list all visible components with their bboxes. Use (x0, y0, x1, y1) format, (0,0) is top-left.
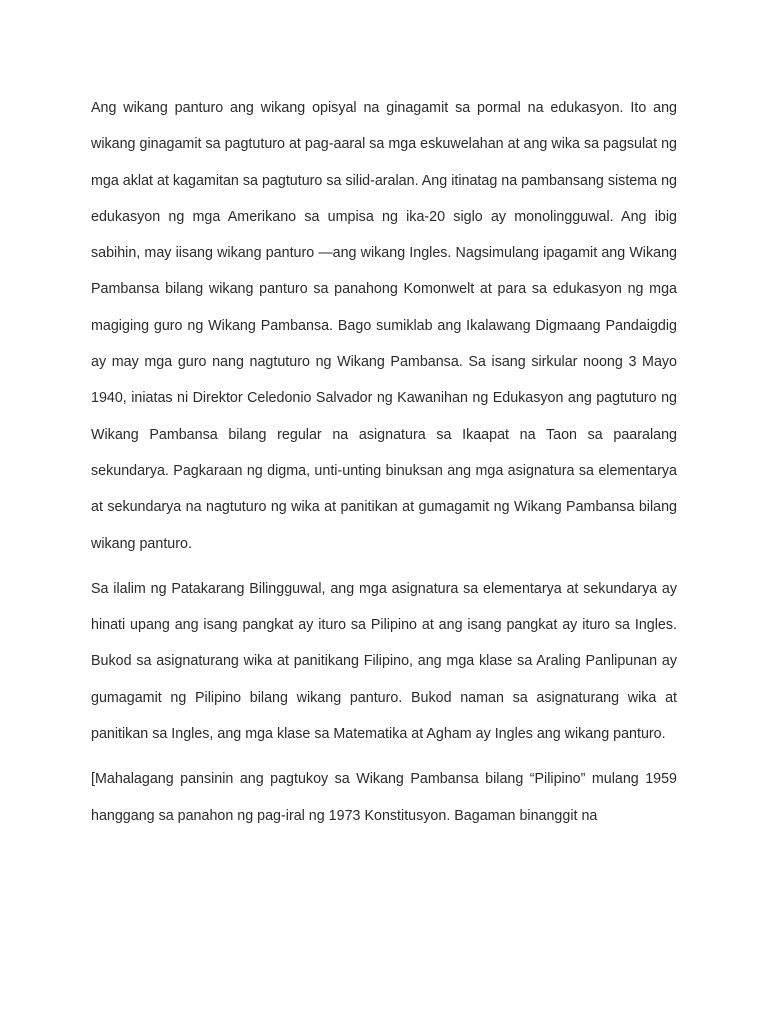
document-body (91, 90, 677, 843)
paragraph-3: [Mahalagang pansinin ang pagtukoy sa Wikang Pambansa bilang “Pilipino” mulang 1959 hanggang sa panahon ng pag-iral ng 1973 Konstitusyon. Bagaman binanggit na (91, 771, 677, 824)
paragraph-1: Ang wikang panturo ang wikang opisyal na ginagamit sa pormal na edukasyon. Ito ang wikang ginagamit sa pagtuturo at pag-aaral sa mga eskuwelahan at ang wika sa pagsulat ng mga aklat at kagamitan sa pagtuturo sa silid-aralan. Ang itinatag na pambansang sistema ng edukasyon ng mga Amerikano sa umpisa ng ika-20 siglo ay monolingguwal. Ang ibig sabihin, may iisang wikang panturo —ang wikang Ingles. Nagsimulang ipagamit ang Wikang Pambansa bilang wikang panturo sa panahong Komonwelt at para sa edukasyon ng mga magiging guro ng Wikang Pambansa. Bago sumiklab ang Ikalawang Digmaang Pandaigdig ay may mga guro nang nagtuturo ng Wikang Pambansa. Sa isang sirkular noong 3 Mayo 1940, iniatas ni Direktor Celedonio Salvador ng Kawanihan ng Edukasyon ang pagtuturo ng Wikang Pambansa bilang regular na asignatura sa Ikaapat na Taon sa paaralang sekundarya. Pagkaraan ng digma, unti-unting binuksan ang mga asignatura sa elementarya at sekundarya na nagtuturo ng wika at panitikan at gumagamit ng Wikang Pambansa bilang wikang panturo. (91, 100, 677, 552)
paragraph-2: Sa ilalim ng Patakarang Bilingguwal, ang mga asignatura sa elementarya at sekundarya ay hinati upang ang isang pangkat ay ituro sa Pilipino at ang isang pangkat ay ituro sa Ingles. Bukod sa asignaturang wika at panitikang Filipino, ang mga klase sa Araling Panlipunan ay gumagamit ng Pilipino bilang wikang panturo. Bukod naman sa asignaturang wika at panitikan sa Ingles, ang mga klase sa Matematika at Agham ay Ingles ang wikang panturo. (91, 580, 677, 743)
